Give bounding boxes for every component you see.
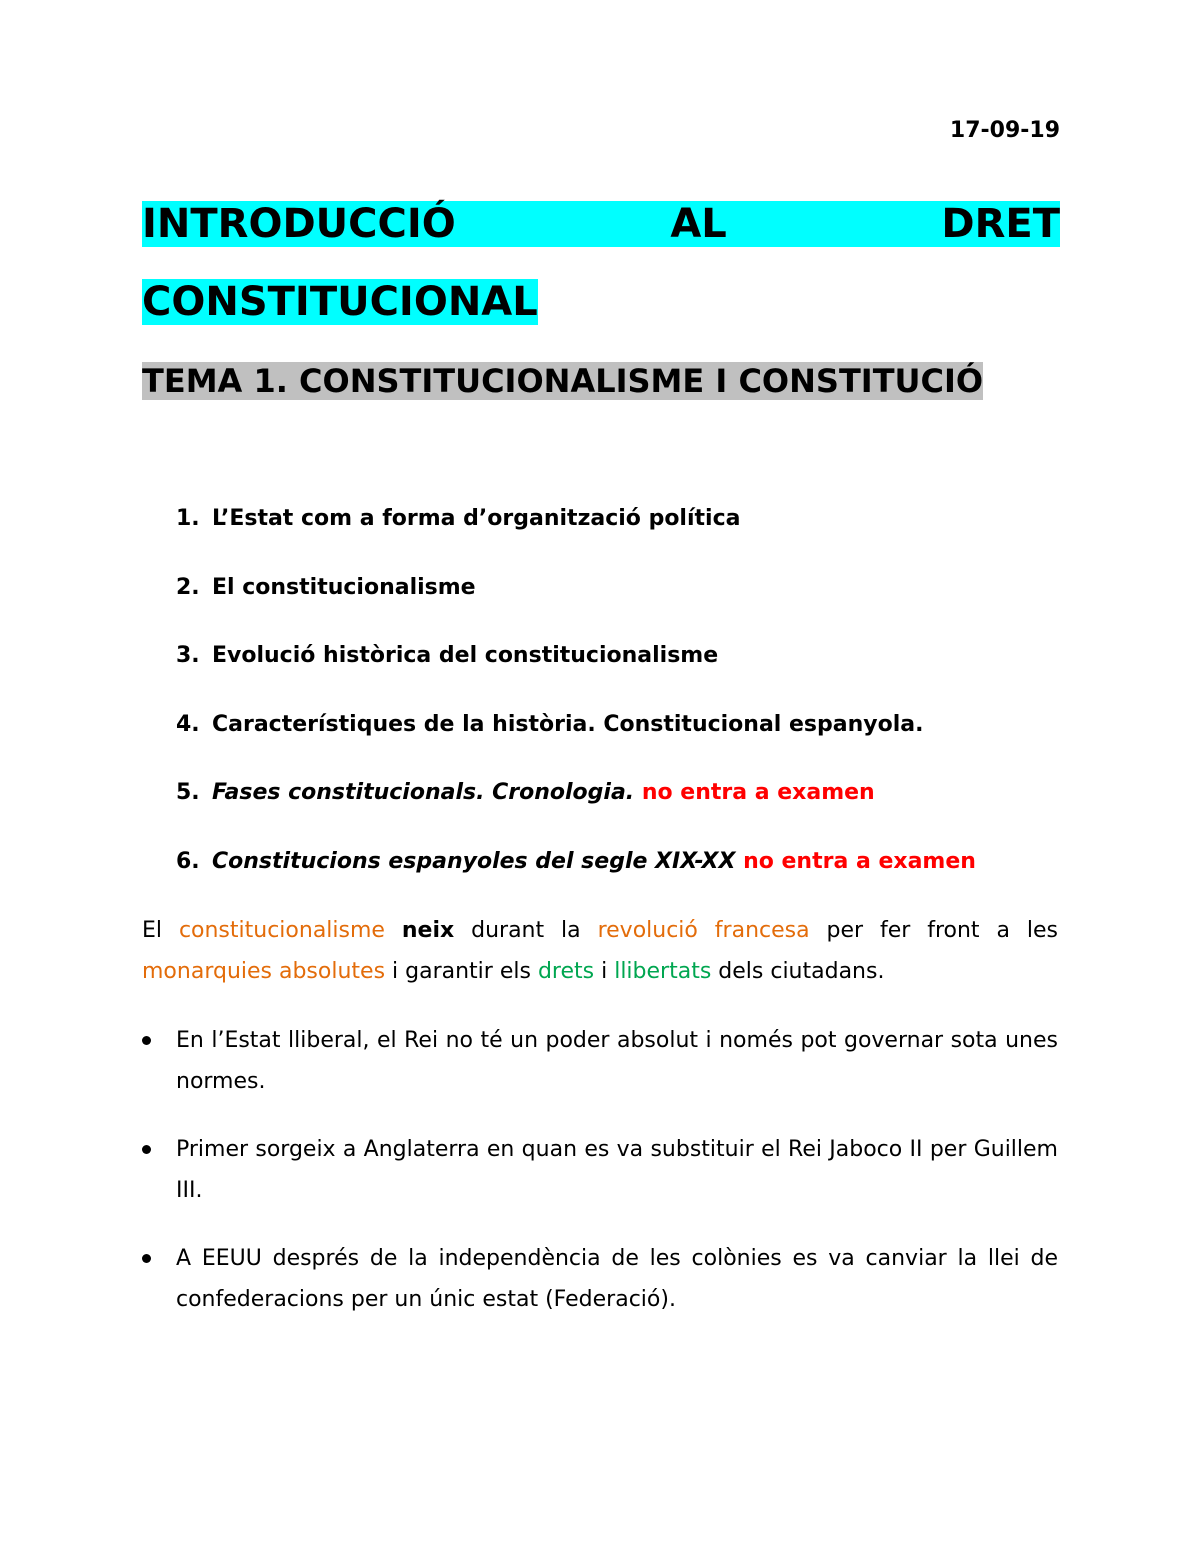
topic-heading — [142, 350, 1060, 412]
bullet-item — [142, 1129, 1058, 1211]
intro-text: i — [594, 959, 615, 984]
outline-text: Fases constitucionals. Cronologia. — [212, 780, 635, 806]
term-neix: neix — [401, 918, 455, 943]
intro-text: i garantir els — [385, 959, 538, 984]
term-drets: drets — [537, 959, 595, 984]
term-revolucio-francesa: revolució francesa — [597, 918, 810, 943]
outline-text: Constitucions espanyoles del segle XIX-XX — [212, 848, 736, 874]
intro-text — [385, 918, 402, 943]
intro-paragraph — [142, 910, 1058, 992]
outline-text: L’Estat com a forma d’organització política — [212, 506, 741, 531]
outline-number: 4. — [176, 711, 200, 737]
topic-highlight: TEMA 1. CONSTITUCIONALISME I CONSTITUCIÓ — [142, 362, 984, 400]
outline-item — [176, 706, 976, 775]
outline-item — [176, 637, 976, 706]
term-monarquies-absolutes: monarquies absolutes — [142, 959, 386, 984]
date: 17-09-19 — [949, 118, 1060, 143]
intro-text: durant la — [454, 918, 598, 943]
bullet-text: Primer sorgeix a Anglaterra en quan es va substituir el Rei Jaboco II per Guillem III. — [176, 1137, 1058, 1203]
term-llibertats: llibertats — [614, 959, 712, 984]
topic-outline — [176, 500, 976, 912]
outline-text: El constitucionalisme — [212, 574, 476, 600]
outline-number: 5. — [176, 780, 200, 806]
term-constitucionalisme: constitucionalisme — [178, 918, 385, 943]
outline-item — [176, 569, 976, 638]
outline-item — [176, 774, 976, 843]
title-highlight: INTRODUCCIÓ AL DRET CONSTITUCIONAL — [142, 201, 1060, 325]
exam-note: no entra a examen — [743, 848, 976, 874]
outline-number: 3. — [176, 643, 200, 669]
bullet-icon — [142, 1145, 151, 1154]
bullet-text: En l’Estat lliberal, el Rei no té un poder absolut i només pot governar sota unes normes. — [176, 1028, 1058, 1094]
outline-number: 1. — [176, 506, 200, 531]
outline-item — [176, 843, 976, 912]
intro-text: El — [142, 918, 179, 943]
outline-number: 6. — [176, 848, 200, 874]
outline-text: Característiques de la història. Constitucional espanyola. — [212, 711, 924, 737]
intro-text: per fer front a les — [809, 918, 1058, 943]
bullet-icon — [142, 1254, 151, 1263]
bullet-list — [142, 1020, 1058, 1347]
exam-note: no entra a examen — [641, 780, 875, 806]
intro-text: dels ciutadans. — [711, 959, 885, 984]
document-title — [142, 185, 1060, 341]
bullet-item — [142, 1020, 1058, 1102]
outline-text: Evolució històrica del constitucionalisme — [212, 643, 719, 669]
bullet-item — [142, 1238, 1058, 1320]
bullet-text: A EEUU després de la independència de les colònies es va canviar la llei de confederacions per un únic estat (Federació). — [176, 1246, 1058, 1312]
bullet-icon — [142, 1036, 151, 1045]
outline-item — [176, 500, 976, 569]
outline-number: 2. — [176, 574, 200, 600]
